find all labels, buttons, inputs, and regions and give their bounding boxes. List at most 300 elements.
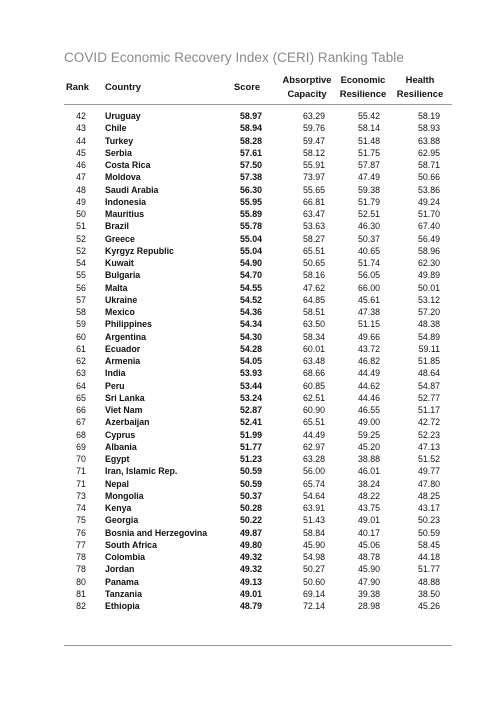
cell-economic-resilience: 46.01	[357, 466, 380, 477]
cell-rank: 52	[76, 245, 86, 256]
table-row	[0, 306, 500, 318]
table-row	[0, 135, 500, 147]
ranking-table-body	[0, 110, 500, 612]
cell-country: Ethiopia	[105, 601, 140, 611]
cell-absorptive-capacity: 62.51	[302, 392, 325, 403]
cell-economic-resilience: 38.24	[357, 478, 380, 489]
cell-score: 57.38	[239, 172, 262, 183]
cell-health-resilience: 50.01	[417, 282, 440, 293]
table-row	[0, 331, 500, 343]
cell-absorptive-capacity: 50.60	[302, 576, 325, 587]
cell-score: 49.13	[239, 576, 262, 587]
cell-economic-resilience: 43.75	[357, 503, 380, 513]
table-row	[0, 343, 500, 355]
cell-rank: 45	[76, 147, 86, 158]
table-row	[0, 355, 500, 367]
table-row	[0, 184, 500, 196]
cell-absorptive-capacity: 58.34	[302, 331, 325, 342]
cell-rank: 70	[76, 454, 86, 464]
cell-country: Moldova	[105, 172, 141, 183]
cell-absorptive-capacity: 50.27	[302, 564, 325, 575]
table-row	[0, 588, 500, 600]
cell-score: 55.04	[239, 245, 262, 256]
cell-rank: 77	[76, 539, 86, 550]
header-health-line1: Health	[405, 74, 435, 85]
cell-score: 50.59	[239, 478, 262, 489]
cell-rank: 50	[76, 209, 86, 219]
cell-rank: 62	[76, 356, 86, 366]
cell-economic-resilience: 46.55	[357, 405, 380, 415]
header-absorptive-line2: Capacity	[287, 87, 327, 99]
cell-score: 55.95	[239, 196, 262, 207]
cell-health-resilience: 43.17	[417, 503, 440, 513]
header-economic-line1: Economic	[340, 74, 386, 85]
cell-health-resilience: 47.80	[417, 478, 440, 489]
cell-economic-resilience: 52.51	[357, 209, 380, 219]
cell-score: 53.44	[239, 380, 262, 391]
cell-score: 54.70	[239, 270, 262, 281]
cell-economic-resilience: 47.38	[357, 307, 380, 317]
cell-health-resilience: 58.71	[417, 160, 440, 170]
table-row	[0, 196, 500, 208]
cell-health-resilience: 53.86	[417, 184, 440, 195]
cell-country: Brazil	[105, 221, 129, 232]
cell-economic-resilience: 51.75	[357, 147, 380, 158]
cell-economic-resilience: 51.74	[357, 258, 380, 268]
cell-absorptive-capacity: 58.12	[302, 147, 325, 158]
cell-rank: 54	[76, 258, 86, 268]
cell-economic-resilience: 51.48	[357, 135, 380, 146]
table-row	[0, 282, 500, 294]
table-row	[0, 539, 500, 551]
cell-economic-resilience: 50.37	[357, 233, 380, 244]
cell-score: 48.79	[239, 601, 262, 611]
cell-score: 52.87	[239, 405, 262, 415]
cell-score: 54.55	[239, 282, 262, 293]
cell-rank: 44	[76, 135, 86, 146]
cell-health-resilience: 53.12	[417, 294, 440, 305]
cell-absorptive-capacity: 59.47	[302, 135, 325, 146]
cell-rank: 57	[76, 294, 86, 305]
cell-economic-resilience: 66.00	[357, 282, 380, 293]
cell-country: Ukraine	[105, 294, 138, 305]
cell-absorptive-capacity: 63.91	[302, 503, 325, 513]
header-health-line2: Resilience	[396, 87, 444, 99]
cell-health-resilience: 47.13	[417, 441, 440, 452]
cell-economic-resilience: 48.22	[357, 490, 380, 501]
table-row	[0, 110, 500, 122]
table-bottom-rule	[64, 645, 452, 646]
cell-rank: 65	[76, 392, 86, 403]
cell-economic-resilience: 40.17	[357, 527, 380, 538]
cell-health-resilience: 50.23	[417, 515, 440, 526]
cell-health-resilience: 54.89	[417, 331, 440, 342]
cell-health-resilience: 67.40	[417, 221, 440, 232]
cell-rank: 43	[76, 123, 86, 134]
cell-health-resilience: 50.66	[417, 172, 440, 183]
table-row	[0, 159, 500, 171]
cell-absorptive-capacity: 58.16	[302, 270, 325, 281]
cell-health-resilience: 48.38	[417, 319, 440, 330]
cell-economic-resilience: 40.65	[357, 245, 380, 256]
cell-absorptive-capacity: 59.76	[302, 123, 325, 134]
table-row	[0, 233, 500, 245]
table-row	[0, 563, 500, 575]
table-row	[0, 465, 500, 477]
cell-rank: 42	[76, 111, 86, 121]
cell-economic-resilience: 59.25	[357, 429, 380, 440]
cell-health-resilience: 58.19	[417, 111, 440, 121]
cell-health-resilience: 42.72	[417, 417, 440, 428]
cell-country: Iran, Islamic Rep.	[105, 466, 178, 477]
cell-economic-resilience: 51.15	[357, 319, 380, 330]
cell-rank: 68	[76, 429, 86, 440]
cell-country: Serbia	[105, 147, 132, 158]
cell-score: 54.52	[239, 294, 262, 305]
cell-rank: 52	[76, 233, 86, 244]
cell-country: Kenya	[105, 503, 132, 513]
cell-rank: 46	[76, 160, 86, 170]
table-row	[0, 551, 500, 563]
cell-absorptive-capacity: 60.90	[302, 405, 325, 415]
header-health-resilience	[390, 73, 450, 100]
cell-score: 51.23	[239, 454, 262, 464]
cell-rank: 48	[76, 184, 86, 195]
cell-score: 51.99	[239, 429, 262, 440]
cell-country: Tanzania	[105, 588, 142, 599]
table-row	[0, 122, 500, 134]
cell-health-resilience: 48.25	[417, 490, 440, 501]
cell-rank: 73	[76, 490, 86, 501]
cell-score: 54.30	[239, 331, 262, 342]
cell-economic-resilience: 44.46	[357, 392, 380, 403]
table-row	[0, 318, 500, 330]
cell-economic-resilience: 57.87	[357, 160, 380, 170]
cell-score: 57.61	[239, 147, 262, 158]
cell-economic-resilience: 58.14	[357, 123, 380, 134]
cell-score: 49.87	[239, 527, 262, 538]
cell-score: 53.93	[239, 368, 262, 379]
table-row	[0, 576, 500, 588]
cell-country: Mongolia	[105, 490, 144, 501]
cell-country: Viet Nam	[105, 405, 143, 415]
cell-score: 54.34	[239, 319, 262, 330]
cell-country: Argentina	[105, 331, 147, 342]
cell-economic-resilience: 28.98	[357, 601, 380, 611]
table-row	[0, 416, 500, 428]
cell-health-resilience: 38.50	[417, 588, 440, 599]
cell-absorptive-capacity: 63.29	[302, 111, 325, 121]
cell-country: Uruguay	[105, 111, 141, 121]
cell-rank: 66	[76, 405, 86, 415]
table-row	[0, 269, 500, 281]
cell-absorptive-capacity: 58.51	[302, 307, 325, 317]
cell-score: 54.36	[239, 307, 262, 317]
cell-score: 50.22	[239, 515, 262, 526]
cell-economic-resilience: 47.49	[357, 172, 380, 183]
table-row	[0, 490, 500, 502]
cell-health-resilience: 51.52	[417, 454, 440, 464]
cell-country: Armenia	[105, 356, 141, 366]
cell-rank: 56	[76, 282, 86, 293]
cell-rank: 67	[76, 417, 86, 428]
document-title: COVID Economic Recovery Index (CERI) Ranking Table	[64, 50, 404, 65]
cell-economic-resilience: 56.05	[357, 270, 380, 281]
table-row	[0, 245, 500, 257]
cell-country: Saudi Arabia	[105, 184, 159, 195]
cell-country: Azerbaijan	[105, 417, 150, 428]
table-row	[0, 294, 500, 306]
cell-rank: 71	[76, 478, 86, 489]
table-row	[0, 502, 500, 514]
cell-country: Egypt	[105, 454, 130, 464]
cell-health-resilience: 52.23	[417, 429, 440, 440]
cell-absorptive-capacity: 63.48	[302, 356, 325, 366]
table-row	[0, 367, 500, 379]
cell-absorptive-capacity: 44.49	[302, 429, 325, 440]
cell-country: Sri Lanka	[105, 392, 145, 403]
table-row	[0, 392, 500, 404]
cell-health-resilience: 58.45	[417, 539, 440, 550]
cell-country: Greece	[105, 233, 135, 244]
table-row	[0, 257, 500, 269]
table-row	[0, 478, 500, 490]
cell-absorptive-capacity: 50.65	[302, 258, 325, 268]
table-row	[0, 404, 500, 416]
table-row	[0, 380, 500, 392]
header-rank: Rank	[66, 81, 89, 92]
header-absorptive-line1: Absorptive	[282, 74, 332, 85]
cell-economic-resilience: 59.38	[357, 184, 380, 195]
cell-score: 55.89	[239, 209, 262, 219]
cell-rank: 75	[76, 515, 86, 526]
cell-absorptive-capacity: 65.51	[302, 245, 325, 256]
cell-health-resilience: 44.18	[417, 552, 440, 562]
cell-health-resilience: 49.89	[417, 270, 440, 281]
cell-rank: 80	[76, 576, 86, 587]
cell-rank: 82	[76, 601, 86, 611]
cell-country: Chile	[105, 123, 127, 134]
cell-economic-resilience: 48.78	[357, 552, 380, 562]
cell-rank: 47	[76, 172, 86, 183]
cell-country: Turkey	[105, 135, 134, 146]
cell-economic-resilience: 44.62	[357, 380, 380, 391]
cell-rank: 49	[76, 196, 86, 207]
cell-absorptive-capacity: 68.66	[302, 368, 325, 379]
cell-economic-resilience: 45.06	[357, 539, 380, 550]
table-row	[0, 600, 500, 612]
cell-rank: 51	[76, 221, 86, 232]
cell-health-resilience: 63.88	[417, 135, 440, 146]
cell-health-resilience: 48.64	[417, 368, 440, 379]
cell-score: 58.97	[239, 111, 262, 121]
cell-economic-resilience: 46.82	[357, 356, 380, 366]
cell-rank: 59	[76, 319, 86, 330]
cell-score: 56.30	[239, 184, 262, 195]
cell-economic-resilience: 55.42	[357, 111, 380, 121]
header-economic-line2: Resilience	[339, 87, 387, 99]
cell-country: Georgia	[105, 515, 139, 526]
cell-rank: 74	[76, 503, 86, 513]
cell-score: 50.37	[239, 490, 262, 501]
cell-absorptive-capacity: 55.91	[302, 160, 325, 170]
cell-economic-resilience: 39.38	[357, 588, 380, 599]
cell-economic-resilience: 45.20	[357, 441, 380, 452]
cell-rank: 60	[76, 331, 86, 342]
cell-absorptive-capacity: 54.98	[302, 552, 325, 562]
table-row	[0, 208, 500, 220]
cell-score: 55.04	[239, 233, 262, 244]
cell-score: 52.41	[239, 417, 262, 428]
cell-country: Mexico	[105, 307, 135, 317]
cell-score: 49.80	[239, 539, 262, 550]
cell-country: Malta	[105, 282, 128, 293]
cell-rank: 63	[76, 368, 86, 379]
header-country: Country	[105, 81, 141, 92]
cell-health-resilience: 59.11	[418, 343, 440, 354]
cell-absorptive-capacity: 54.64	[302, 490, 325, 501]
cell-score: 54.28	[239, 343, 262, 354]
cell-rank: 64	[76, 380, 86, 391]
cell-economic-resilience: 49.01	[357, 515, 380, 526]
table-top-rule	[64, 104, 452, 105]
cell-absorptive-capacity: 63.47	[302, 209, 325, 219]
table-row	[0, 441, 500, 453]
cell-absorptive-capacity: 47.62	[302, 282, 325, 293]
cell-absorptive-capacity: 58.84	[302, 527, 325, 538]
cell-economic-resilience: 51.79	[357, 196, 380, 207]
cell-absorptive-capacity: 69.14	[302, 588, 325, 599]
cell-absorptive-capacity: 62.97	[302, 441, 325, 452]
cell-health-resilience: 51.70	[417, 209, 440, 219]
cell-health-resilience: 51.77	[417, 564, 440, 575]
cell-country: Costa Rica	[105, 160, 151, 170]
cell-economic-resilience: 49.00	[357, 417, 380, 428]
cell-absorptive-capacity: 55.65	[302, 184, 325, 195]
cell-country: Panama	[105, 576, 139, 587]
cell-country: Mauritius	[105, 209, 145, 219]
cell-absorptive-capacity: 65.51	[302, 417, 325, 428]
header-score: Score	[234, 81, 261, 92]
cell-health-resilience: 49.77	[417, 466, 440, 477]
cell-economic-resilience: 43.72	[357, 343, 380, 354]
cell-score: 49.01	[239, 588, 262, 599]
cell-absorptive-capacity: 53.63	[302, 221, 325, 232]
cell-country: Kyrgyz Republic	[105, 245, 174, 256]
table-row	[0, 514, 500, 526]
cell-rank: 81	[76, 588, 86, 599]
cell-score: 51.77	[239, 441, 262, 452]
cell-health-resilience: 45.26	[417, 601, 440, 611]
cell-health-resilience: 52.77	[417, 392, 440, 403]
cell-score: 55.78	[239, 221, 262, 232]
cell-health-resilience: 48.88	[417, 576, 440, 587]
cell-country: Jordan	[105, 564, 135, 575]
cell-health-resilience: 54.87	[417, 380, 440, 391]
cell-economic-resilience: 38.88	[357, 454, 380, 464]
cell-absorptive-capacity: 45.90	[302, 539, 325, 550]
cell-absorptive-capacity: 60.01	[302, 343, 325, 354]
cell-economic-resilience: 49.66	[357, 331, 380, 342]
cell-score: 57.50	[239, 160, 262, 170]
cell-score: 54.90	[239, 258, 262, 268]
cell-absorptive-capacity: 51.43	[302, 515, 325, 526]
cell-economic-resilience: 46.30	[357, 221, 380, 232]
cell-absorptive-capacity: 64.85	[302, 294, 325, 305]
cell-country: Colombia	[105, 552, 146, 562]
cell-health-resilience: 58.93	[417, 123, 440, 134]
cell-health-resilience: 58.96	[417, 245, 440, 256]
cell-score: 58.94	[239, 123, 262, 134]
table-row	[0, 453, 500, 465]
cell-score: 54.05	[239, 356, 262, 366]
table-row	[0, 171, 500, 183]
cell-country: Albania	[105, 441, 137, 452]
cell-rank: 71	[76, 466, 86, 477]
cell-health-resilience: 51.17	[417, 405, 440, 415]
cell-rank: 61	[76, 343, 86, 354]
cell-health-resilience: 57.20	[417, 307, 440, 317]
cell-health-resilience: 62.30	[417, 258, 440, 268]
cell-rank: 78	[76, 564, 86, 575]
cell-health-resilience: 49.24	[417, 196, 440, 207]
cell-rank: 58	[76, 307, 86, 317]
cell-absorptive-capacity: 63.28	[302, 454, 325, 464]
cell-absorptive-capacity: 66.81	[302, 196, 325, 207]
header-economic-resilience	[334, 73, 392, 100]
cell-absorptive-capacity: 63.50	[302, 319, 325, 330]
cell-economic-resilience: 44.49	[357, 368, 380, 379]
cell-score: 53.24	[239, 392, 262, 403]
cell-rank: 69	[76, 441, 86, 452]
cell-absorptive-capacity: 56.00	[302, 466, 325, 477]
header-absorptive-capacity	[276, 73, 338, 100]
table-row	[0, 527, 500, 539]
cell-country: Cyprus	[105, 429, 136, 440]
cell-absorptive-capacity: 65.74	[302, 478, 325, 489]
cell-country: Bulgaria	[105, 270, 141, 281]
table-row	[0, 429, 500, 441]
cell-score: 49.32	[239, 552, 262, 562]
cell-country: Ecuador	[105, 343, 141, 354]
cell-rank: 78	[76, 552, 86, 562]
cell-absorptive-capacity: 72.14	[302, 601, 325, 611]
cell-score: 49.32	[239, 564, 262, 575]
cell-country: Indonesia	[105, 196, 147, 207]
cell-country: Philippines	[105, 319, 152, 330]
cell-country: Nepal	[105, 478, 129, 489]
cell-rank: 76	[76, 527, 86, 538]
cell-country: Kuwait	[105, 258, 134, 268]
table-row	[0, 220, 500, 232]
cell-country: India	[105, 368, 126, 379]
cell-health-resilience: 62.95	[417, 147, 440, 158]
cell-health-resilience: 50.59	[417, 527, 440, 538]
cell-absorptive-capacity: 60.85	[302, 380, 325, 391]
cell-score: 58.28	[239, 135, 262, 146]
cell-absorptive-capacity: 73.97	[302, 172, 325, 183]
cell-country: Bosnia and Herzegovina	[105, 527, 208, 538]
cell-economic-resilience: 45.90	[357, 564, 380, 575]
cell-economic-resilience: 47.90	[357, 576, 380, 587]
cell-absorptive-capacity: 58.27	[302, 233, 325, 244]
cell-rank: 55	[76, 270, 86, 281]
cell-economic-resilience: 45.61	[357, 294, 380, 305]
cell-health-resilience: 51.85	[417, 356, 440, 366]
cell-country: South Africa	[105, 539, 157, 550]
table-row	[0, 147, 500, 159]
cell-health-resilience: 56.49	[417, 233, 440, 244]
